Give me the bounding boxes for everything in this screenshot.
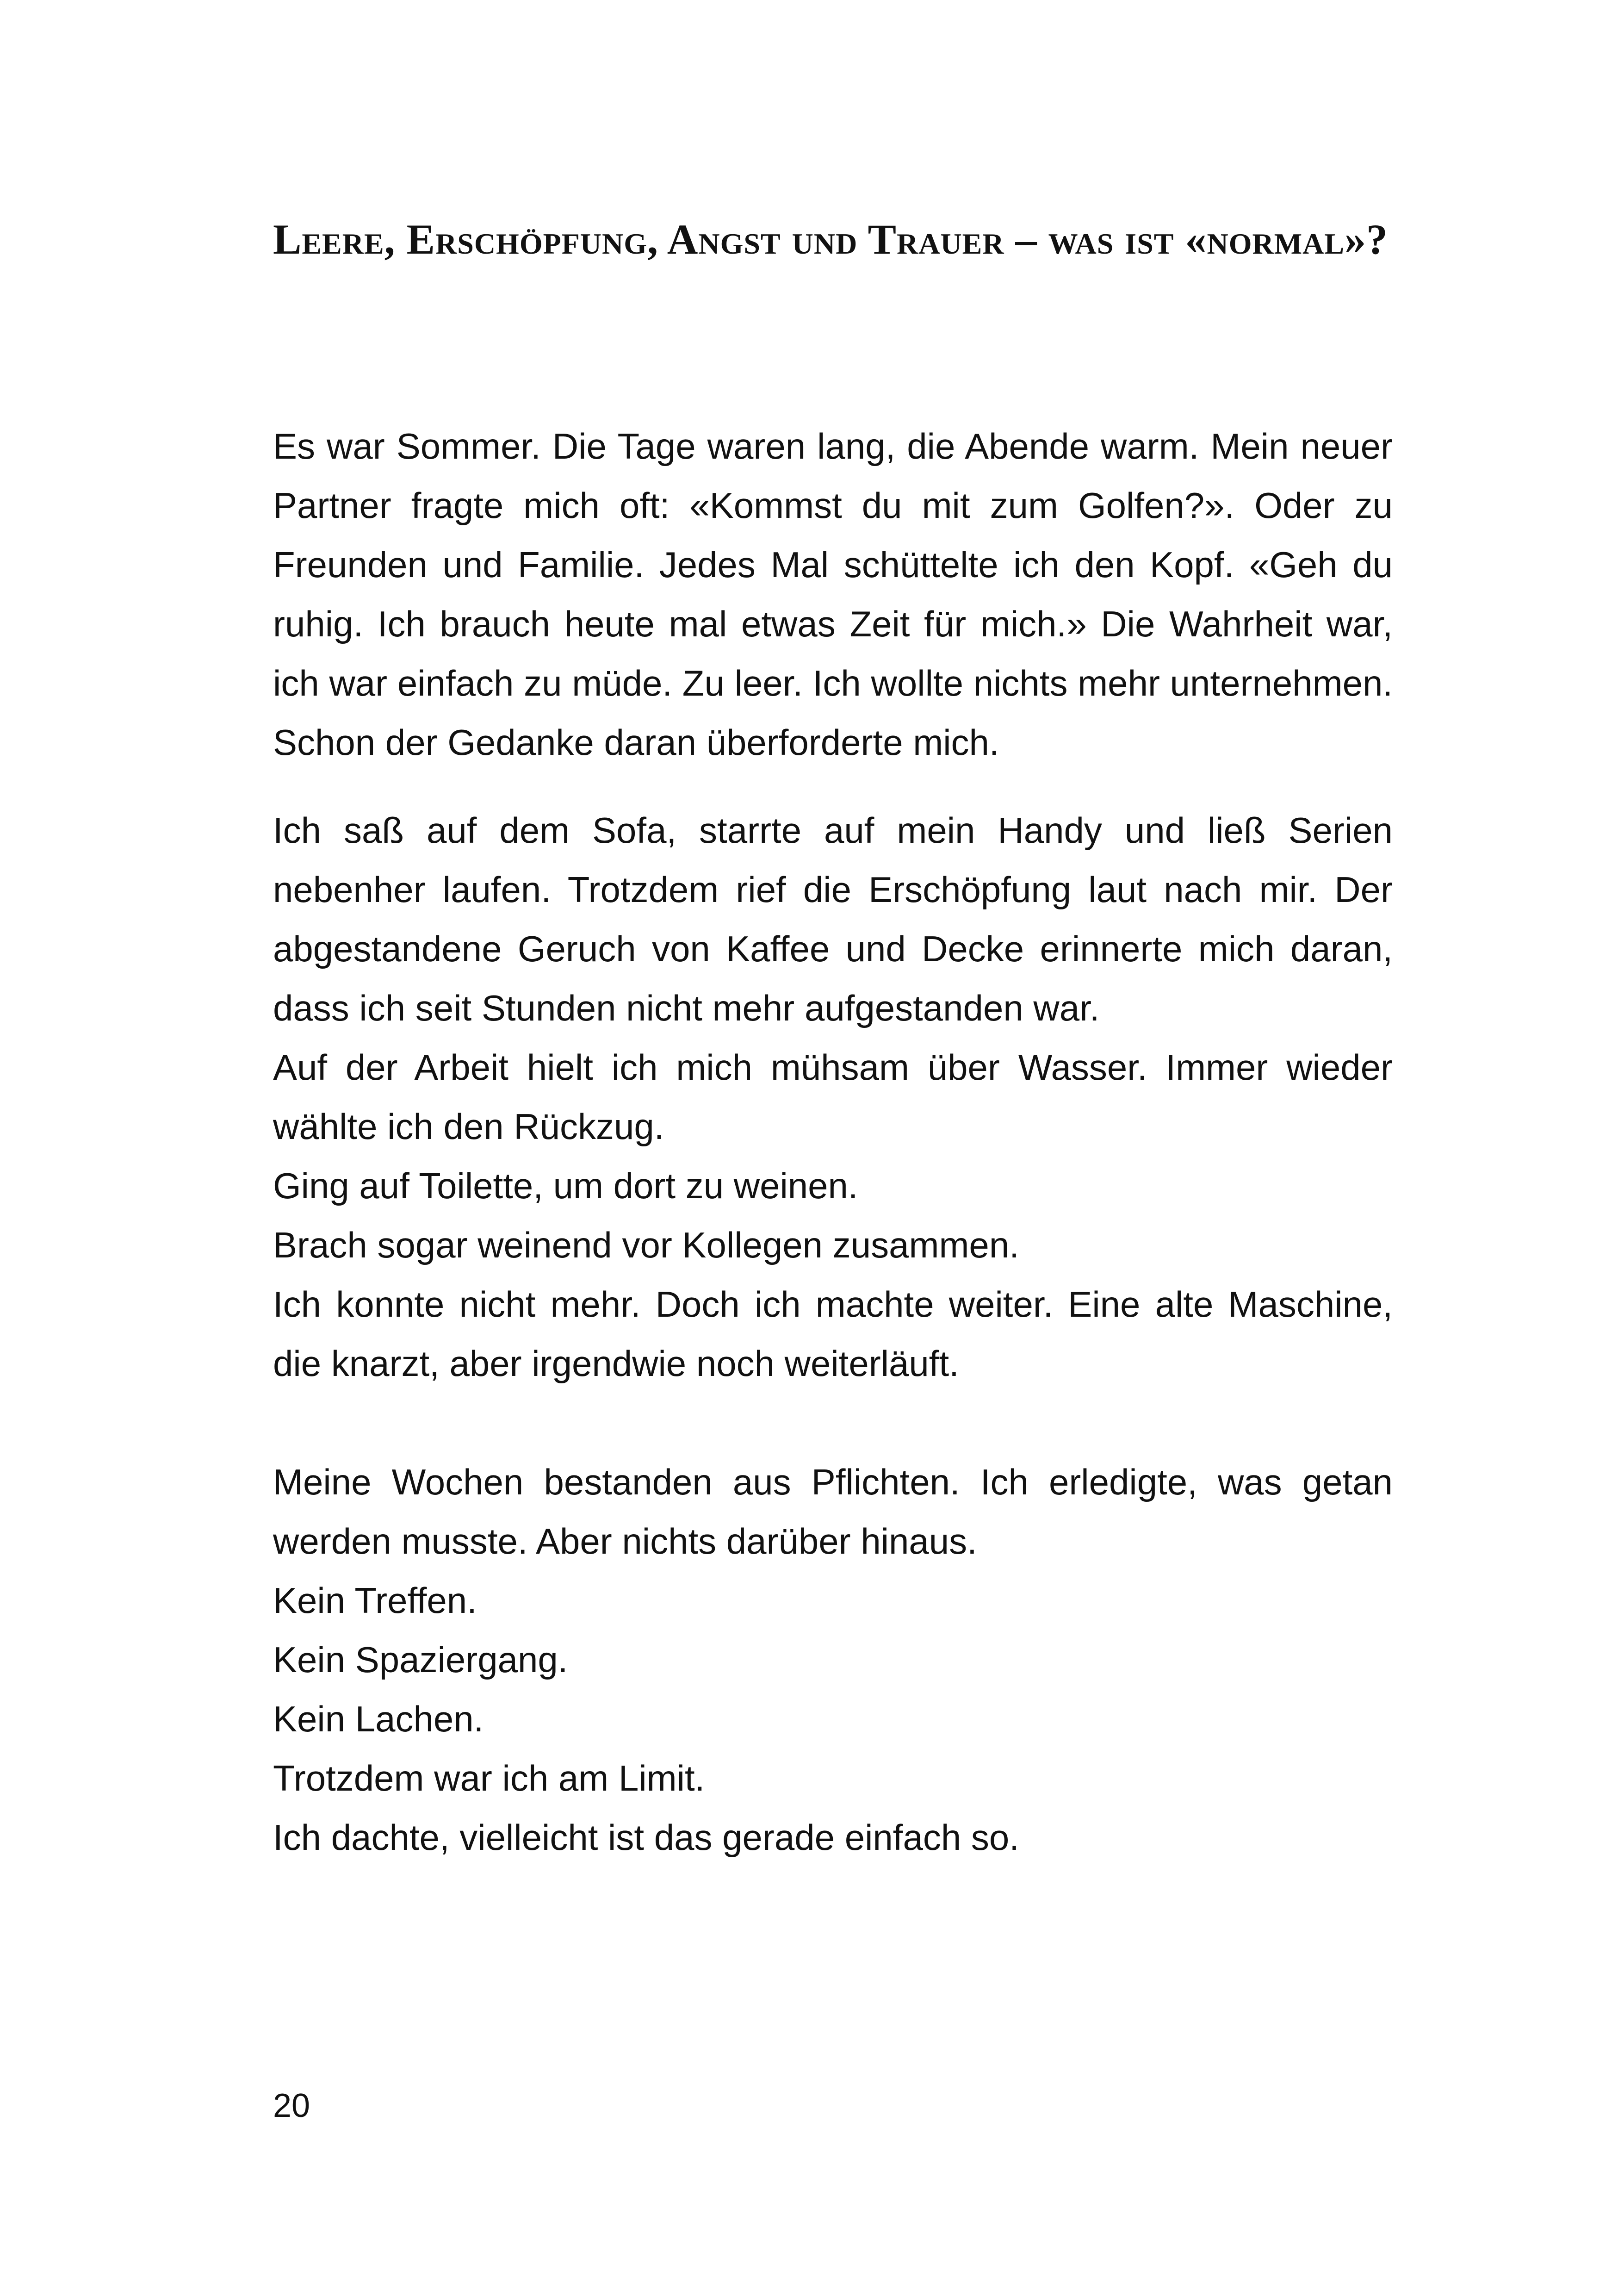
chapter-heading: Leere, Erschöpfung, Angst und Trauer – was ist «normal»?	[273, 216, 1389, 263]
paragraph-text: Es war Sommer. Die Tage waren lang, die Abende warm. Mein neuer Partner fragte mich oft: «Kommst du mit zum Golfen?». Oder zu Freunden und Familie. Jedes Mal schüttelte ich den Kopf. «Geh du ruhig. Ich brauch heute mal etwas Zeit für mich.» Die Wahrheit war, ich war einfach zu müde. Zu leer. Ich wollte nichts mehr unternehmen. Schon der Gedanke daran überforderte mich.	[273, 426, 1393, 763]
paragraph-text: Ich saß auf dem Sofa, starrte auf mein Handy und ließ Serien nebenher laufen. Trotzdem rief die Erschöpfung laut nach mir. Der abgestandene Geruch von Kaffee und Decke erinnerte mich daran, dass ich seit Stunden nicht mehr aufgestanden war.	[273, 810, 1393, 1028]
paragraph-line: Kein Treffen.	[273, 1580, 477, 1621]
paragraph-line: Ich dachte, vielleicht ist das gerade einfach so.	[273, 1817, 1019, 1858]
paragraph-line: Trotzdem war ich am Limit.	[273, 1758, 705, 1798]
paragraph-line: Kein Spaziergang.	[273, 1639, 568, 1680]
page-number: 20	[273, 2087, 310, 2124]
paragraph-3	[273, 1452, 1393, 1867]
body-text	[273, 417, 1393, 1867]
paragraph-line: Ich konnte nicht mehr. Doch ich machte weiter. Eine alte Maschine, die knarzt, aber irgendwie noch weiterläuft.	[273, 1284, 1393, 1384]
paragraph-line: Auf der Arbeit hielt ich mich mühsam über Wasser. Immer wieder wählte ich den Rückzug.	[273, 1047, 1393, 1147]
paragraph-1	[273, 417, 1393, 772]
paragraph-line: Ging auf Toilette, um dort zu weinen.	[273, 1165, 858, 1206]
paragraph-text: Meine Wochen bestanden aus Pflichten. Ich erledigte, was getan werden musste. Aber nichts darüber hinaus.	[273, 1462, 1393, 1562]
paragraph-line: Kein Lachen.	[273, 1699, 484, 1739]
paragraph-2	[273, 801, 1393, 1393]
paragraph-line: Brach sogar weinend vor Kollegen zusammen.	[273, 1225, 1019, 1265]
